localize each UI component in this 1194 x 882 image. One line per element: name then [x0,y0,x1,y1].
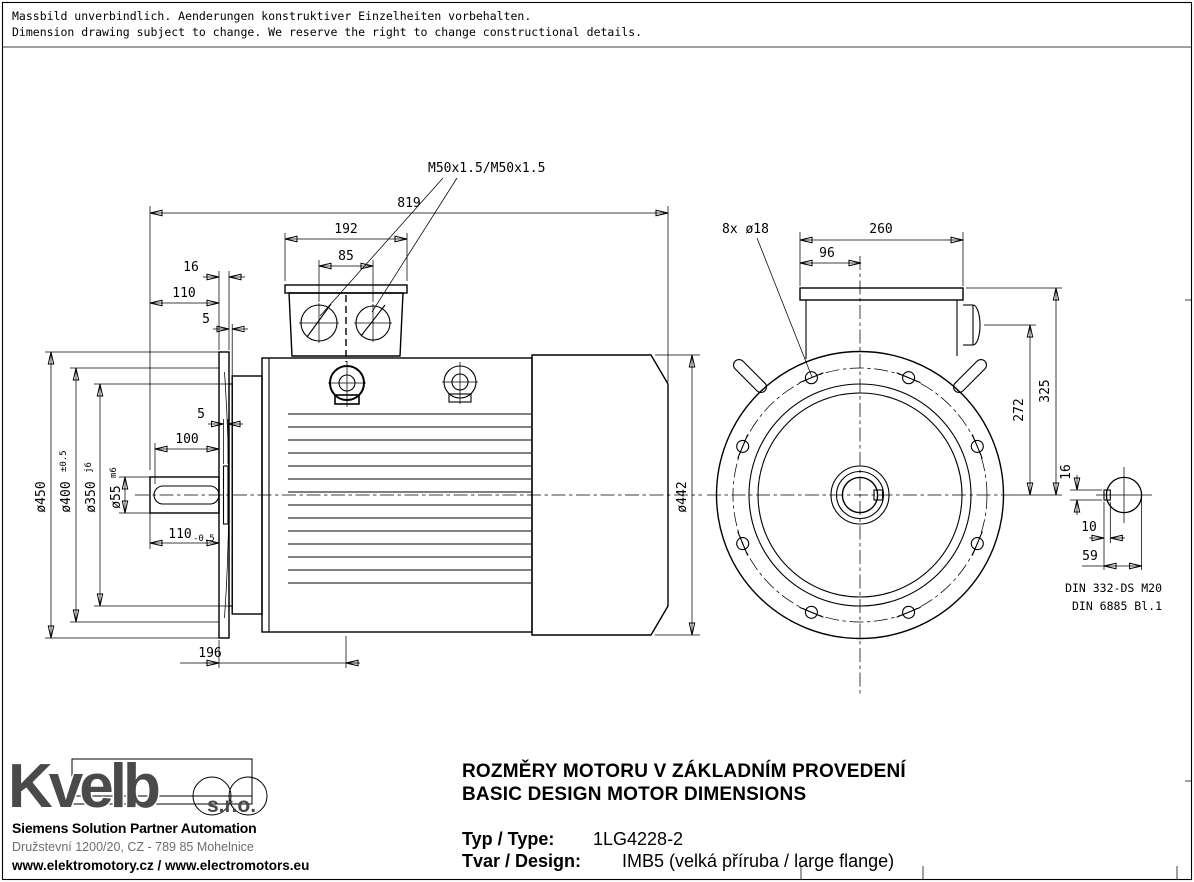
logo-suffix: s.r.o. [207,794,257,817]
dim-flange-thickness [183,260,245,350]
shaft-usable-length-tol: -0.5 [193,534,215,544]
key-note: DIN 6885 Bl.1 [1071,599,1162,613]
cable-gland-front [963,305,980,345]
eyebolt-1 [328,361,366,407]
spigot-step-bottom-label: 5 [197,407,205,422]
dim-keyway-width [1059,464,1102,515]
bolt-circle-tol: ±0.5 [59,450,69,472]
dim-gland-center-height [984,325,1036,495]
key-depth-label: 10 [1081,520,1097,535]
shaft-key-detail [1059,464,1162,613]
title-block [462,760,906,871]
cooling-fins [288,414,531,583]
box-width-front-label: 260 [869,222,893,237]
box-top-height-label: 325 [1038,379,1053,403]
design-label: Tvar / Design: [462,851,582,871]
flange-to-box-center-label: 196 [198,646,222,661]
spigot-step-top-label: 5 [202,312,210,327]
type-label: Typ / Type: [462,829,555,849]
dim-flange-to-box-center [180,636,360,668]
centre-hole-note: DIN 332-DS M20 [1065,581,1162,595]
bolt-circle-dia-label: ø400 [59,481,74,513]
footer [8,752,309,873]
gland-thread-label: M50x1.5/M50x1.5 [428,161,546,176]
dim-diameter-stack [34,352,229,638]
spigot-dia-label: ø350 [84,481,99,513]
flange-outer-dia-label: ø450 [34,481,49,513]
address-line: Družstevní 1200/20, CZ - 789 85 Mohelnice [12,840,254,854]
drawing-title-czech: ROZMĚRY MOTORU V ZÁKLADNÍM PROVEDENÍ [462,761,906,782]
shaft-dia-label: ø55 [109,485,124,509]
partner-line: Siemens Solution Partner Automation [12,820,257,836]
cowl-dia-label: ø442 [675,481,690,513]
disclaimer-english: Dimension drawing subject to change. We reserve the right to change constructional details. [12,25,643,39]
dim-shaft-extension [150,286,219,303]
dim-spigot-step-bottom [197,407,243,464]
terminal-box-side [285,285,407,362]
dim-keyway-length [155,432,219,484]
dim-shaft-usable-length [150,513,219,549]
overall-length-label: 819 [397,196,421,211]
front-view [707,222,1062,695]
disclaimer-german: Massbild unverbindlich. Aenderungen konstruktiver Einzelheiten vorbehalten. [12,9,532,23]
logo-word: Kvelb [8,752,157,821]
dim-box-top-height [966,288,1062,495]
kvelb-logo [8,752,267,821]
keyway-width-label: 16 [1059,464,1074,480]
box-center-offset-label: 96 [819,246,835,261]
terminal-box-width-label: 192 [334,222,358,237]
disclaimer [12,9,642,39]
website-link[interactable]: www.elektromotory.cz / www.electromotors.eu [12,858,310,873]
gland-spacing-label: 85 [338,249,354,264]
dim-spigot-step-top [202,312,248,379]
shaft-usable-length-label: 110 [168,527,192,542]
eyebolt-2 [442,362,478,404]
dim-box-center-offset [800,246,861,263]
cable-gland-2 [354,304,392,342]
spigot-tol: j6 [84,462,94,473]
shaft-extension-label: 110 [172,286,196,301]
shaft-tol: m6 [109,467,119,478]
key-top-to-bottom-label: 59 [1082,549,1098,564]
cable-gland-1 [299,303,339,343]
dim-gland-spacing [319,249,373,302]
callout-bolt-holes [722,222,812,377]
design-value: IMB5 (velká příruba / large flange) [622,851,895,871]
terminal-box-front [800,288,980,359]
bolt-holes-label: 8x ø18 [722,222,769,237]
flange-thickness-label: 16 [183,260,199,275]
side-view [34,161,702,668]
drawing-title-english: BASIC DESIGN MOTOR DIMENSIONS [462,784,807,805]
gland-center-height-label: 272 [1012,398,1027,422]
keyway-length-label: 100 [175,432,199,447]
type-value: 1LG4228-2 [593,829,684,849]
